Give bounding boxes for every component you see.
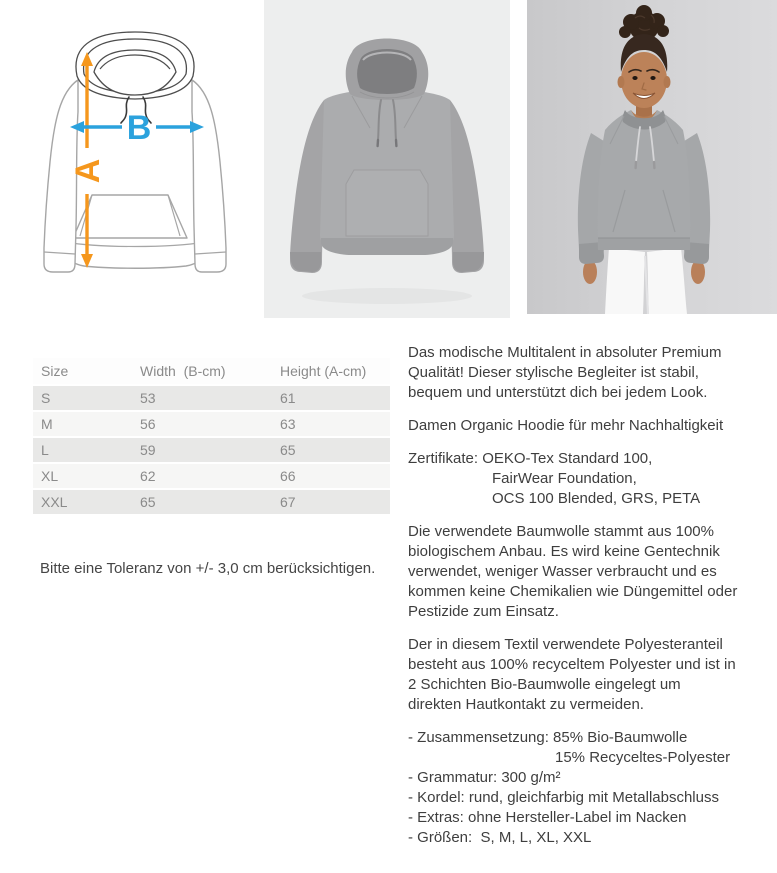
pants-right-leg [647,248,687,314]
spec-grammatur: - Grammatur: 300 g/m² [408,769,561,786]
spec-extras: - Extras: ohne Hersteller-Label im Nacken [408,809,687,826]
spec-composition: - Zusammensetzung: 85% Bio-Baumwolle [408,729,688,746]
certificate-item: OEKO-Tex Standard 100, [482,450,653,467]
size-table-header-row [33,358,390,384]
hoodie-measurement-diagram [20,22,250,292]
hoodie-line-drawing [20,22,250,292]
model-photo[interactable] [527,0,777,314]
subtitle: Damen Organic Hoodie für mehr Nachhaltigkeit [408,417,724,434]
face [621,52,667,108]
hem-band [321,238,453,255]
pants-left-leg [605,248,645,314]
hem-band [598,238,690,250]
cell-size: S [41,390,51,406]
cell-width: 62 [140,468,156,484]
right-sleeve [192,80,226,272]
header-size: Size [41,363,69,379]
table-row [33,464,390,488]
cell-height: 66 [280,468,296,484]
cotton-paragraph: Die verwendete Baumwolle stammt aus 100% biologischem Anbau. Es wird keine Gentechnik verwendet, weniger Wasser verbraucht und es kommen keine Chemikalien wie Düngemittel oder Pestizide zum Einsatz. [408,523,738,620]
product-description [408,343,738,848]
label-b: B [126,109,152,148]
certificates-line-1 [408,449,738,469]
cell-width: 53 [140,390,156,406]
hoodie-torso [598,110,690,250]
cell-size: L [41,442,49,458]
ear-left [618,76,625,88]
spec-kordel: - Kordel: rund, gleichfarbig mit Metallabschluss [408,789,719,806]
tolerance-note: Bitte eine Toleranz von +/- 3,0 cm berücksichtigen. [40,560,376,577]
floor-shadow [302,288,472,304]
table-row [33,386,390,410]
hood-opening [357,49,417,94]
specs-list [408,728,738,848]
product-photo-flat[interactable] [264,0,510,318]
table-row [33,490,390,514]
polyester-paragraph: Der in diesem Textil verwendete Polyesteranteil besteht aus 100% recyceltem Polyester und ist in 2 Schichten Bio-Baumwolle eingelegt um direkten Hautkontakt zu vermeiden. [408,636,736,713]
spec-sizes: - Größen: S, M, L, XL, XXL [408,829,592,846]
cell-height: 67 [280,494,296,510]
cell-size: M [41,416,53,432]
cell-height: 65 [280,442,296,458]
cell-height: 63 [280,416,296,432]
table-row [33,438,390,462]
header-width: Width (B-cm) [140,363,226,379]
cell-height: 61 [280,390,296,406]
cell-width: 65 [140,494,156,510]
certificate-item: OCS 100 Blended, GRS, PETA [492,490,701,507]
model-wearing-hoodie-image [527,0,777,314]
header-height: Height (A-cm) [280,363,367,379]
kangaroo-pocket [346,170,428,236]
cell-size: XXL [41,494,68,510]
certificates-label: Zertifikate: [408,450,479,467]
certificate-item: FairWear Foundation, [492,470,637,487]
cell-width: 59 [140,442,156,458]
spec-composition-cont: 15% Recyceltes-Polyester [555,749,731,766]
size-table [33,358,390,516]
eye-left [632,76,637,80]
table-row [33,412,390,436]
ear-right [664,76,671,88]
cell-width: 56 [140,416,156,432]
intro-paragraph: Das modische Multitalent in absoluter Premium Qualität! Dieser stylische Begleiter ist stabil, bequem und unterstützt dich bei jedem Look. [408,344,722,401]
label-a: A [69,158,108,184]
certificates-block [408,449,738,509]
cell-size: XL [41,468,59,484]
eye-right [650,76,655,80]
flat-hoodie-image [264,0,510,318]
